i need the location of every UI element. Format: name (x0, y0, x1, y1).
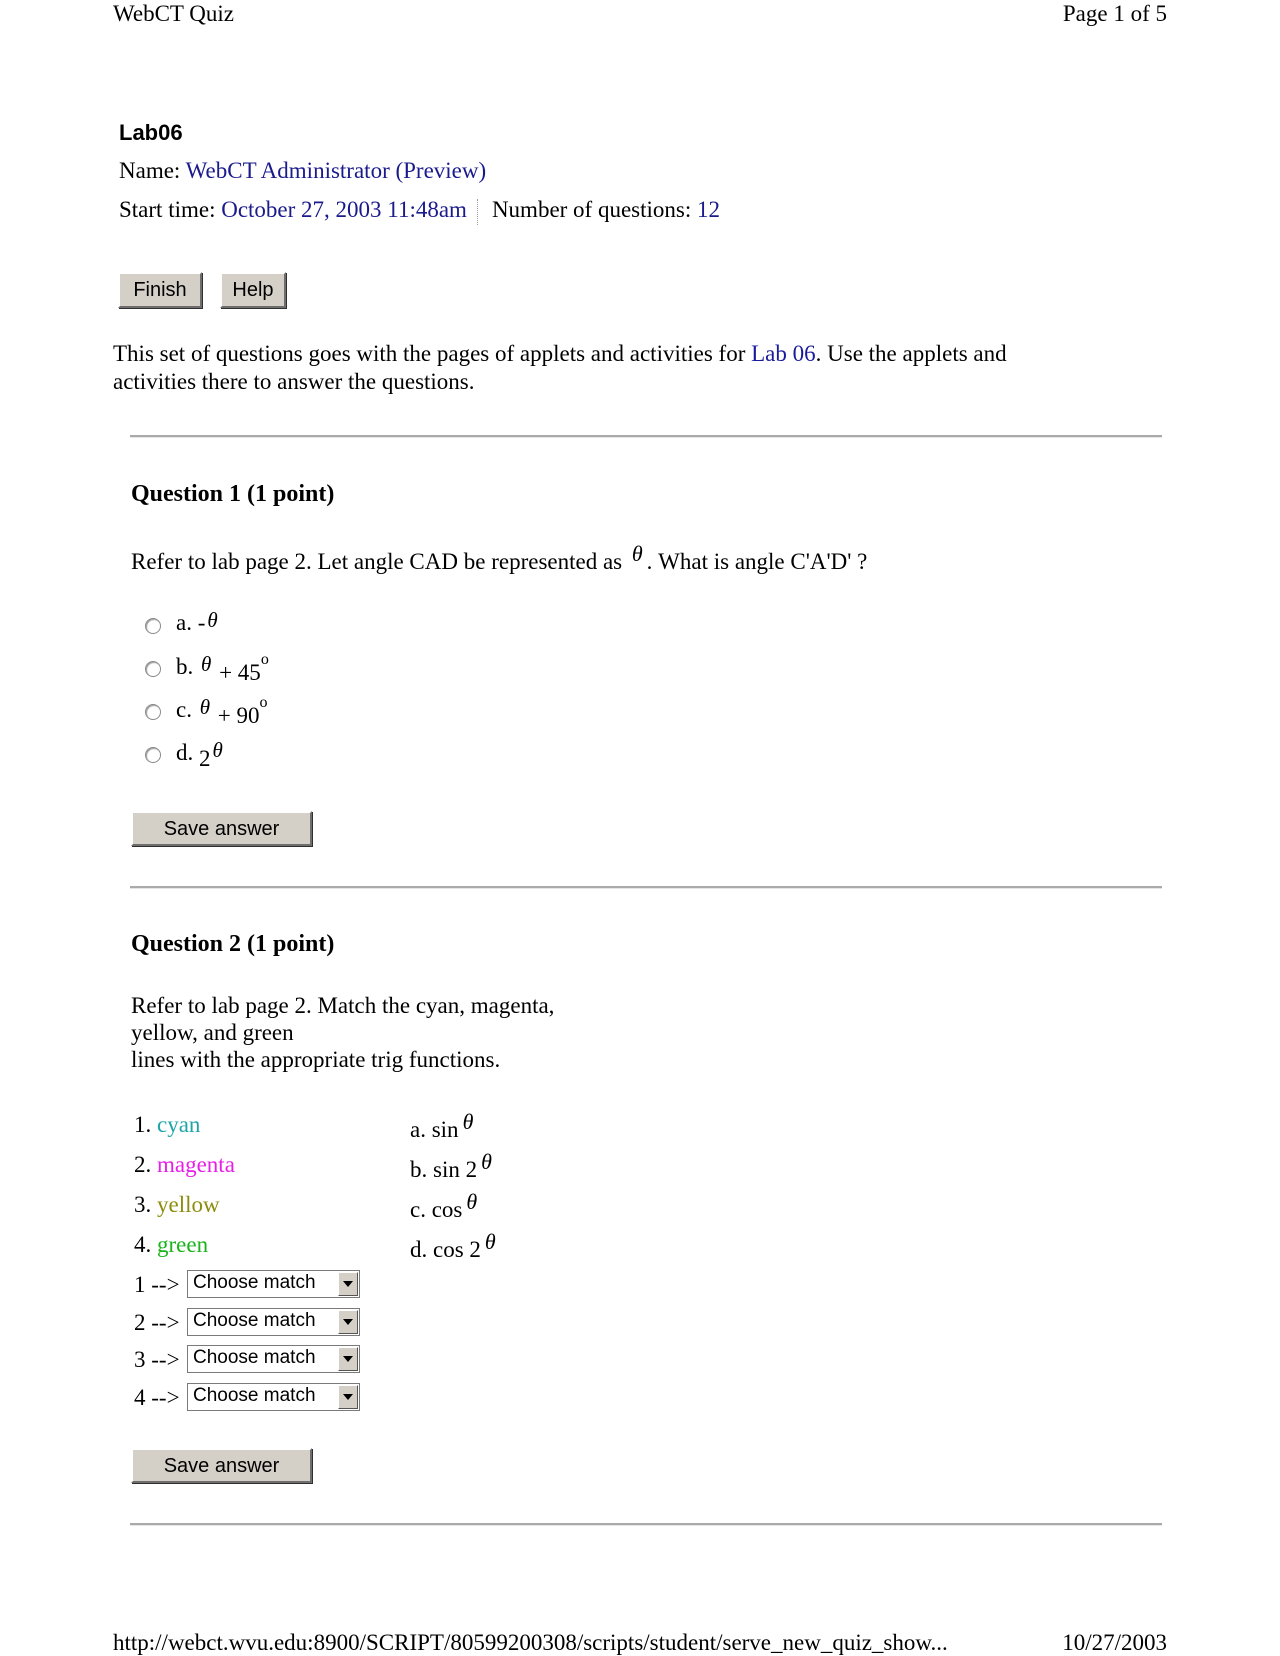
q1-option-b-value: + 45 (213, 660, 261, 685)
question-1-text-start: Refer to lab page 2. Let angle CAD be represented as (131, 549, 628, 574)
match-2-selected-value: Choose match (193, 1310, 316, 1331)
match-4-label: 4 --> (134, 1385, 180, 1410)
match-item-magenta: magenta (157, 1152, 235, 1177)
q1-option-a-radio[interactable] (145, 618, 161, 634)
q1-option-a-letter: a. (176, 610, 192, 635)
q1-option-d (176, 738, 225, 771)
q1-save-answer-button[interactable]: Save answer (131, 811, 312, 846)
page-footer-date: 10/27/2003 (1062, 1630, 1167, 1655)
chevron-down-icon[interactable] (338, 1272, 358, 1296)
start-time-label: Start time: (119, 197, 216, 222)
match-option-a-label: a. sin (410, 1117, 459, 1142)
question-1-title: Question 1 (1 point) (131, 481, 335, 507)
question-count-value: 12 (697, 197, 720, 222)
match-item-2 (134, 1151, 235, 1178)
name-row (119, 158, 486, 184)
q1-option-b (176, 651, 269, 685)
theta-symbol: θ (207, 608, 218, 632)
q1-option-d-coefficient: 2 (199, 746, 211, 771)
question-count-label: Number of questions: (491, 197, 692, 222)
match-4-select[interactable] (187, 1383, 360, 1411)
question-2-text-line1: Refer to lab page 2. Match the cyan, magenta, (131, 993, 555, 1018)
match-option-a (410, 1109, 477, 1143)
match-option-c-label: c. cos (410, 1197, 463, 1222)
intro-text (113, 340, 1173, 396)
page-footer-url: http://webct.wvu.edu:8900/SCRIPT/80599200308/scripts/student/serve_new_quiz_show... (113, 1630, 948, 1655)
theta-symbol: θ (212, 738, 223, 762)
quiz-title: Lab06 (119, 120, 183, 145)
divider-3 (130, 1523, 1162, 1526)
lab-06-link[interactable]: Lab 06 (751, 341, 816, 366)
start-time-value: October 27, 2003 11:48am (221, 197, 467, 222)
question-2-text (131, 992, 554, 1073)
q1-option-c (176, 694, 268, 728)
match-2-select[interactable] (187, 1308, 360, 1336)
q1-option-b-letter: b. (176, 654, 194, 679)
match-item-yellow: yellow (157, 1192, 220, 1217)
theta-symbol: θ (199, 695, 211, 719)
q1-option-c-radio[interactable] (145, 704, 161, 720)
match-item-number: 1. (134, 1112, 152, 1137)
help-button[interactable]: Help (220, 272, 286, 308)
match-option-b-label: b. sin 2 (410, 1157, 478, 1182)
match-1-selected-value: Choose match (193, 1272, 316, 1293)
theta-symbol: θ (201, 652, 212, 676)
page-header-title: WebCT Quiz (113, 1, 235, 26)
q1-option-d-radio[interactable] (145, 747, 161, 763)
theta-symbol: θ (481, 1149, 492, 1174)
match-option-d (410, 1229, 500, 1263)
degree-symbol: o (260, 651, 269, 668)
intro-text-end: . Use the applets and (815, 341, 1007, 366)
divider-1 (130, 435, 1162, 438)
theta-symbol: θ (466, 1189, 478, 1214)
match-3-select[interactable] (187, 1345, 360, 1373)
chevron-down-icon[interactable] (338, 1347, 358, 1371)
match-1-select[interactable] (187, 1270, 360, 1298)
start-row (119, 197, 720, 225)
name-label: Name: (119, 158, 181, 183)
match-item-number: 2. (134, 1152, 152, 1177)
question-2-text-line2: yellow, and green (131, 1020, 294, 1045)
q2-save-answer-button[interactable]: Save answer (131, 1448, 312, 1483)
match-item-cyan: cyan (157, 1112, 201, 1137)
name-value: WebCT Administrator (Preview) (185, 158, 487, 183)
q1-option-c-value: + 90 (212, 703, 260, 728)
match-option-d-label: d. cos 2 (410, 1237, 481, 1262)
match-item-4 (134, 1231, 208, 1258)
info-divider (477, 199, 478, 225)
divider-2 (130, 886, 1162, 889)
q1-option-b-radio[interactable] (145, 661, 161, 677)
match-option-c (410, 1189, 481, 1223)
q1-option-a (176, 610, 220, 636)
chevron-down-icon[interactable] (338, 1385, 358, 1409)
theta-symbol: θ (631, 541, 643, 566)
match-item-green: green (157, 1232, 209, 1257)
match-item-1 (134, 1111, 200, 1138)
question-1-text (131, 541, 868, 575)
degree-symbol: o (259, 694, 268, 711)
intro-text-line2: activities there to answer the questions. (113, 369, 475, 394)
q1-option-a-minus: - (197, 610, 206, 635)
match-item-number: 4. (134, 1232, 152, 1257)
q1-option-c-letter: c. (176, 697, 192, 722)
q1-option-d-letter: d. (176, 740, 194, 765)
question-1-text-end: . What is angle C'A'D' ? (646, 549, 868, 574)
question-2-title: Question 2 (1 point) (131, 931, 335, 957)
match-2-label: 2 --> (134, 1310, 180, 1335)
match-item-number: 3. (134, 1192, 152, 1217)
question-2-text-line3: lines with the appropriate trig functions. (131, 1047, 501, 1072)
match-option-b (410, 1149, 496, 1183)
match-4-selected-value: Choose match (193, 1385, 316, 1406)
finish-button[interactable]: Finish (118, 272, 202, 308)
theta-symbol: θ (462, 1109, 474, 1134)
match-3-label: 3 --> (134, 1347, 180, 1372)
page-header-page-number: Page 1 of 5 (1062, 1, 1167, 26)
intro-text-start: This set of questions goes with the pages of applets and activities for (113, 341, 752, 366)
match-item-3 (134, 1191, 220, 1218)
match-3-selected-value: Choose match (193, 1347, 316, 1368)
match-1-label: 1 --> (134, 1272, 180, 1297)
chevron-down-icon[interactable] (338, 1310, 358, 1334)
theta-symbol: θ (484, 1229, 496, 1254)
